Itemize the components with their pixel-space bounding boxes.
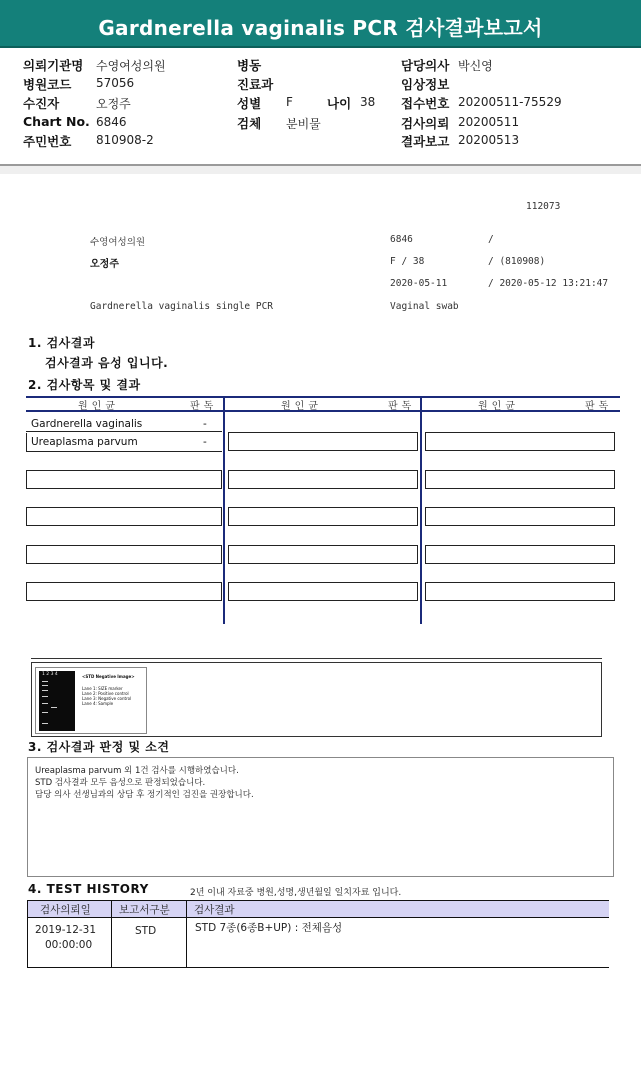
section2-title: 2. 검사항목 및 결과 [28,378,141,392]
age-label: 나이 [327,96,352,111]
gel-lane-numbers: 1 2 3 4 [42,672,58,677]
history-header-row [27,900,609,918]
gel-legend-line: Lane 1: SIZE marker [82,686,123,691]
history-table [27,900,609,968]
empty-result-row [228,470,418,489]
hospital-code-label: 병원코드 [23,77,72,92]
report-datetime: / 2020-05-12 13:21:47 [488,278,609,289]
report-receipt-date: 2020-05-11 [390,278,448,289]
history-note: 2년 이내 자료중 병원,성명,생년월일 일치자료 입니다. [190,888,402,898]
document-number: 112073 [526,201,561,212]
history-header-type: 보고서구분 [119,904,170,916]
gel-band [42,690,48,691]
gel-band [42,703,48,704]
empty-result-row [26,582,222,601]
empty-result-row [228,545,418,564]
empty-result-row [425,470,615,489]
separator-band [0,166,641,174]
result-judgment: - [203,418,207,430]
col3-judgment-header: 판독 [585,401,613,412]
request-label: 검사의뢰 [401,116,450,131]
result-pathogen-name: Gardnerella vaginalis [31,418,143,430]
gel-band [42,696,48,697]
opinion-line: Ureaplasma parvum 외 1건 검사를 시행하였습니다. [35,766,239,776]
gel-legend-line: Lane 2: Positive control [82,691,129,696]
section1-title: 1. 검사결과 [28,336,95,350]
history-result: STD 7종(6종B+UP) : 전체음성 [195,922,343,934]
empty-result-row [228,432,418,451]
report-specimen: Vaginal swab [390,301,459,312]
opinion-line: 담당 의사 선생님과의 상담 후 정기적인 검진을 권장합니다. [35,790,254,800]
empty-result-row [228,507,418,526]
row-divider [26,431,222,432]
chart-label: Chart No. [23,114,90,129]
patient-label: 수진자 [23,96,60,111]
chart-value: 6846 [96,115,127,129]
history-col-divider [111,900,112,968]
gel-electrophoresis-image [35,667,147,734]
report-date-value: 20200513 [458,133,520,147]
gel-legend-line: Lane 3: Negative control [82,696,132,701]
report-patient: 오정주 [90,259,119,270]
col1-pathogen-header: 원인균 [78,401,119,412]
empty-result-row [228,582,418,601]
patient-info-panel [0,48,641,166]
gel-band [42,685,48,686]
report-sex-age: F / 38 [390,256,425,267]
dept-label: 진료과 [237,77,274,92]
history-type: STD [135,925,157,937]
doctor-label: 담당의사 [401,58,450,73]
report-date-label: 결과보고 [401,134,450,149]
gel-band [42,681,48,682]
results-column-divider-1 [223,396,225,624]
report-chart: 6846 [390,234,413,245]
specimen-value: 분비물 [286,117,321,131]
gel-lanes-image [39,671,75,731]
empty-result-row [26,470,222,489]
col3-pathogen-header: 원인균 [478,401,519,412]
empty-result-row [425,432,615,451]
results-column-divider-2 [420,396,422,624]
gel-band [42,723,48,724]
empty-result-row [26,545,222,564]
gel-legend-line: Lane 4: Sample [82,701,114,706]
history-time: 00:00:00 [45,939,93,951]
report-test-name: Gardnerella vaginalis single PCR [90,301,274,312]
history-col-divider [27,900,28,968]
empty-result-row [425,545,615,564]
ward-label: 병동 [237,58,262,73]
gel-top-rule [31,658,602,659]
age-value: 38 [360,95,376,109]
opinion-box [27,757,614,877]
history-date: 2019-12-31 [35,924,97,936]
report-birth: / (810908) [488,256,546,267]
history-header-result: 검사결과 [194,904,235,916]
title-bar [0,0,641,48]
patient-value: 오정주 [96,97,131,111]
sex-value: F [286,95,293,109]
result-judgment: - [203,436,207,448]
hospital-code-value: 57056 [96,76,135,90]
sex-label: 성별 [237,96,262,111]
opinion-line: STD 검사결과 모두 음성으로 판정되었습니다. [35,778,206,788]
receipt-label: 접수번호 [401,96,450,111]
request-value: 20200511 [458,115,520,129]
receipt-value: 20200511-75529 [458,95,562,109]
empty-result-row [26,507,222,526]
specimen-label: 검체 [237,116,262,131]
institution-value: 수영여성의원 [96,59,166,73]
section1-summary: 검사결과 음성 입니다. [45,356,169,370]
institution-label: 의뢰기관명 [23,58,84,73]
col2-pathogen-header: 원인균 [281,401,322,412]
col1-judgment-header: 판독 [190,401,218,412]
section4-title: 4. TEST HISTORY [28,882,149,896]
section3-title: 3. 검사결과 판정 및 소견 [28,740,170,754]
col2-judgment-header: 판독 [388,401,416,412]
history-col-divider [186,900,187,968]
gel-band [51,707,57,708]
result-pathogen-name: Ureaplasma parvum [31,436,138,448]
report-institution: 수영여성의원 [90,237,146,248]
report-title: Gardnerella vaginalis PCR 검사결과보고서 [98,16,543,40]
resident-label: 주민번호 [23,134,72,149]
empty-result-row [425,507,615,526]
empty-result-row [425,582,615,601]
doctor-value: 박신영 [458,59,493,73]
gel-caption: <STD Negative Image> [82,674,135,679]
resident-value: 810908-2 [96,133,154,147]
clinical-label: 임상정보 [401,77,450,92]
gel-band [42,712,48,713]
report-slash: / [488,234,494,245]
history-header-date: 검사의뢰일 [40,904,91,916]
